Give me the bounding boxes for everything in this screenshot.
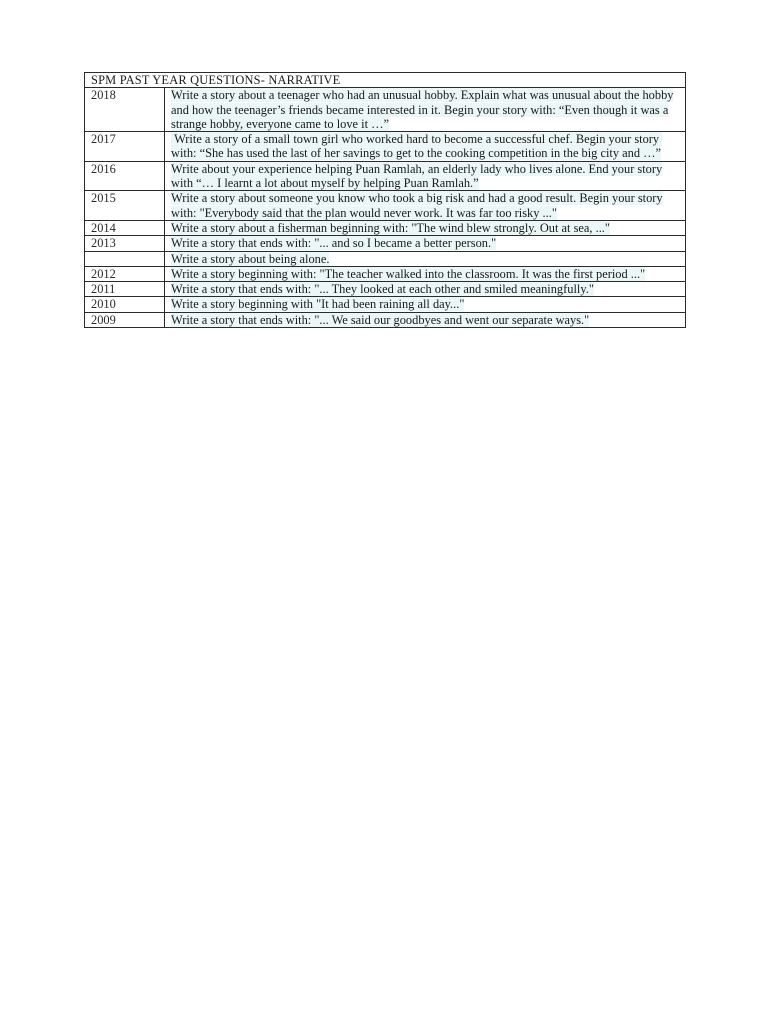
question-cell (165, 266, 686, 281)
table-row (85, 220, 686, 235)
question-text: Write a story of a small town girl who worked hard to become a successful chef. Begin your story with: “She has used the last of her savings to get to the cooking competition in the big city and …” (171, 132, 663, 161)
table-row (85, 132, 686, 162)
table-row (85, 266, 686, 281)
question-cell (165, 191, 686, 221)
table-row (85, 236, 686, 251)
year-cell: 2012 (85, 266, 165, 281)
past-year-questions-table (84, 72, 686, 328)
table-row (85, 312, 686, 327)
document-page (84, 72, 685, 328)
question-text: Write about your experience helping Puan Ramlah, an elderly lady who lives alone. End your story with “… I learnt a lot about myself by helping Puan Ramlah.” (171, 161, 663, 191)
question-text: Write a story about a fisherman beginning with: "The wind blew strongly. Out at sea, ..." (171, 220, 610, 235)
question-cell (165, 88, 686, 132)
year-cell: 2009 (85, 312, 165, 327)
table-title: SPM PAST YEAR QUESTIONS- NARRATIVE (85, 73, 686, 88)
question-text: Write a story about being alone. (171, 251, 330, 266)
question-cell (165, 282, 686, 297)
year-cell: 2010 (85, 297, 165, 312)
question-text: Write a story about someone you know who took a big risk and had a good result. Begin your story with: "Everybody said that the plan would never work. It was far too risky ..." (171, 191, 663, 220)
table-row (85, 161, 686, 191)
year-cell: 2011 (85, 282, 165, 297)
question-cell (165, 312, 686, 327)
year-cell: 2014 (85, 220, 165, 235)
year-cell (85, 251, 165, 266)
table-row (85, 251, 686, 266)
question-text: Write a story beginning with "It had been raining all day..." (171, 297, 465, 312)
table-row (85, 297, 686, 312)
question-cell (165, 236, 686, 251)
year-cell: 2018 (85, 88, 165, 132)
question-text: Write a story that ends with: "... They looked at each other and smiled meaningfully." (171, 282, 594, 297)
question-cell (165, 251, 686, 266)
table-row (85, 191, 686, 221)
year-cell: 2013 (85, 236, 165, 251)
year-cell: 2015 (85, 191, 165, 221)
question-cell (165, 220, 686, 235)
table-title-row (85, 73, 686, 88)
question-text: Write a story that ends with: "... and so I became a better person." (171, 236, 497, 251)
question-cell (165, 161, 686, 191)
year-cell: 2017 (85, 132, 165, 162)
year-cell: 2016 (85, 161, 165, 191)
question-cell (165, 132, 686, 162)
table-row (85, 282, 686, 297)
question-cell (165, 297, 686, 312)
question-text: Write a story that ends with: "... We said our goodbyes and went our separate ways." (171, 312, 590, 327)
table-row (85, 88, 686, 132)
question-text: Write a story beginning with: "The teacher walked into the classroom. It was the first period ..." (171, 266, 646, 281)
question-text: Write a story about a teenager who had an unusual hobby. Explain what was unusual about the hobby and how the teenager’s friends became interested in it. Begin your story with: “Even though it was a strange hobby, everyone came to love it …” (171, 88, 674, 131)
